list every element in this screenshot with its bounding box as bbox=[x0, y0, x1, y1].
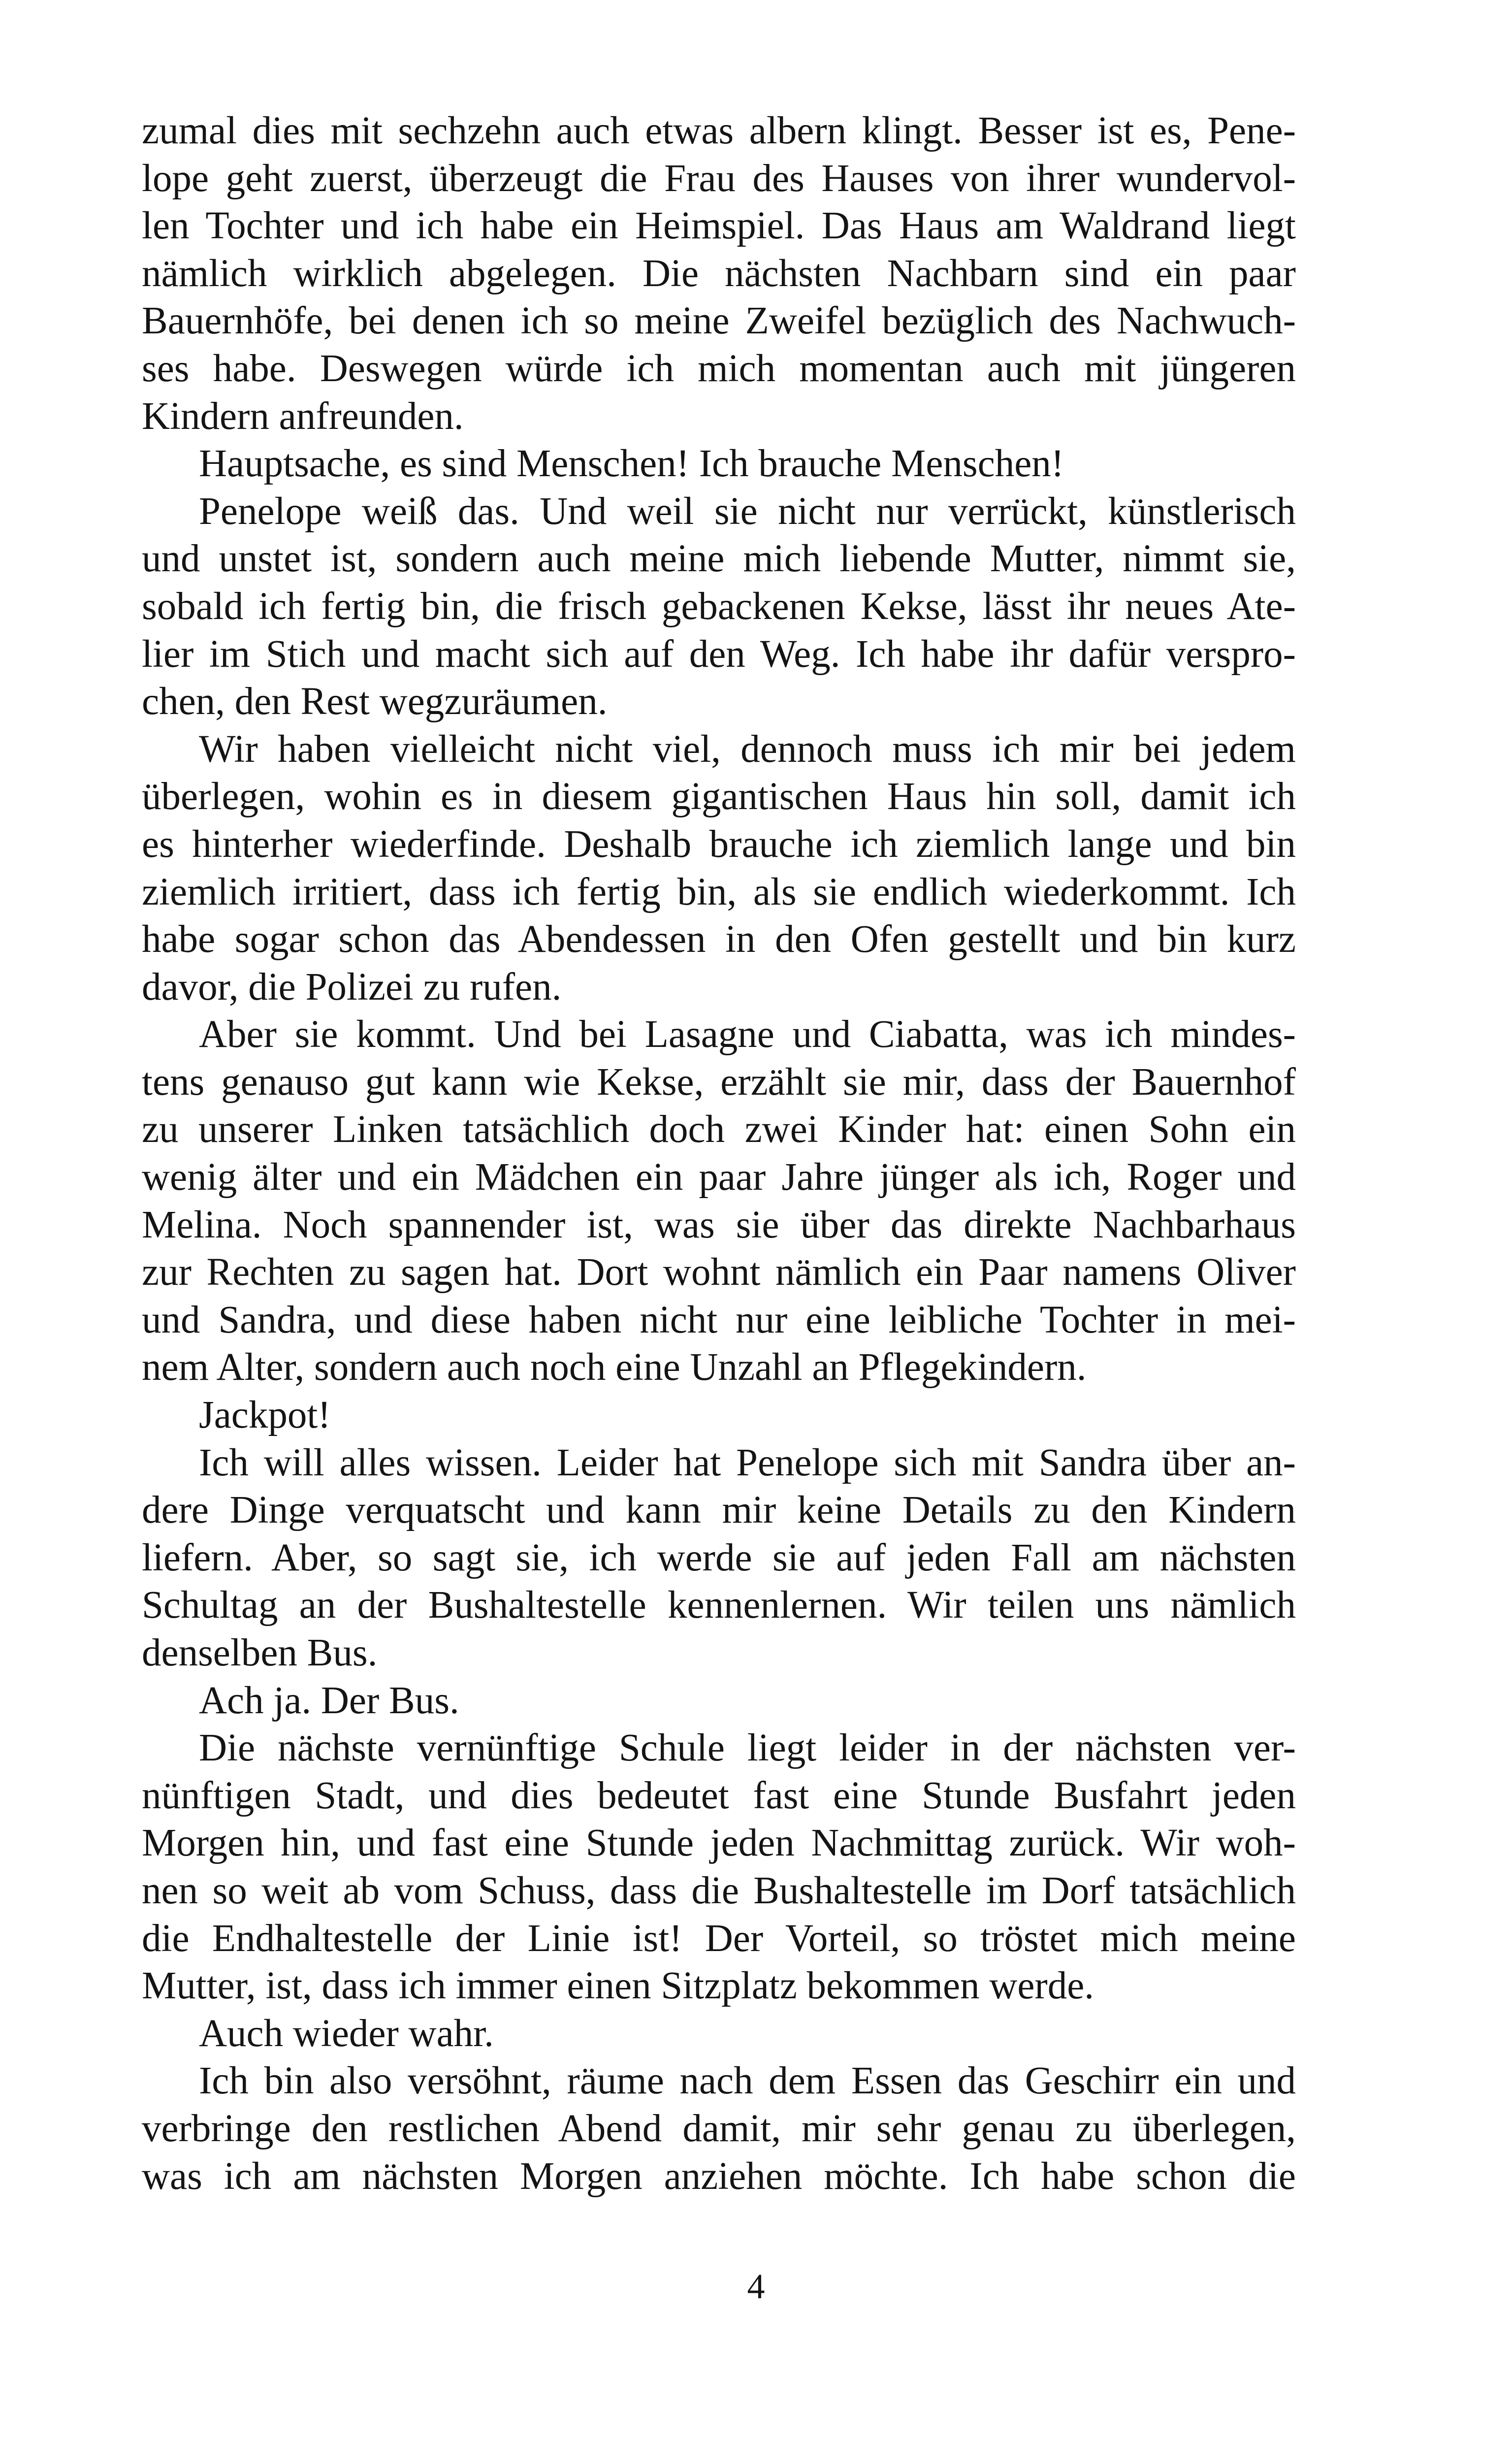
text-line: Ach ja. Der Bus. bbox=[199, 1679, 459, 1722]
text-line: habe sogar schon das Abendessen in den Ofen gestellt und bin kurz bbox=[142, 918, 1296, 961]
text-line: Jackpot! bbox=[199, 1394, 331, 1437]
text-line: liefern. Aber, so sagt sie, ich werde sie auf jeden Fall am nächsten bbox=[142, 1536, 1296, 1579]
text-line: Melina. Noch spannender ist, was sie über das direkte Nachbarhaus bbox=[142, 1203, 1296, 1246]
text-line: nen so weit ab vom Schuss, dass die Bushaltestelle im Dorf tatsächlich bbox=[142, 1869, 1296, 1912]
body-text bbox=[142, 107, 1296, 2200]
text-line: ziemlich irritiert, dass ich fertig bin, als sie endlich wiederkommt. Ich bbox=[142, 870, 1296, 913]
text-line: nämlich wirklich abgelegen. Die nächsten Nachbarn sind ein paar bbox=[142, 252, 1296, 295]
text-line: überlegen, wohin es in diesem gigantischen Haus hin soll, damit ich bbox=[142, 775, 1296, 818]
text-line: dere Dinge verquatscht und kann mir keine Details zu den Kindern bbox=[142, 1489, 1296, 1532]
text-line: Morgen hin, und fast eine Stunde jeden Nachmittag zurück. Wir woh- bbox=[142, 1822, 1296, 1865]
text-line: tens genauso gut kann wie Kekse, erzählt sie mir, dass der Bauernhof bbox=[142, 1060, 1296, 1104]
text-line: Auch wieder wahr. bbox=[199, 2012, 494, 2055]
text-line: len Tochter und ich habe ein Heimspiel. Das Haus am Waldrand liegt bbox=[142, 204, 1296, 248]
text-line: Bauernhöfe, bei denen ich so meine Zweifel bezüglich des Nachwuch- bbox=[142, 299, 1296, 343]
text-line: nem Alter, sondern auch noch eine Unzahl an Pflegekindern. bbox=[142, 1346, 1087, 1389]
text-line: es hinterher wiederfinde. Deshalb brauche ich ziemlich lange und bin bbox=[142, 822, 1296, 866]
text-line: was ich am nächsten Morgen anziehen möchte. Ich habe schon die bbox=[142, 2154, 1296, 2198]
text-line: Wir haben vielleicht nicht viel, dennoch muss ich mir bei jedem bbox=[199, 727, 1296, 771]
text-line: Kindern anfreunden. bbox=[142, 394, 464, 438]
text-line: ses habe. Deswegen würde ich mich momentan auch mit jüngeren bbox=[142, 347, 1296, 390]
text-line: Penelope weiß das. Und weil sie nicht nur verrückt, künstlerisch bbox=[199, 489, 1296, 533]
text-line: zur Rechten zu sagen hat. Dort wohnt nämlich ein Paar namens Oliver bbox=[142, 1251, 1296, 1294]
text-line: Aber sie kommt. Und bei Lasagne und Ciabatta, was ich mindes- bbox=[199, 1013, 1296, 1056]
text-line: nünftigen Stadt, und dies bedeutet fast eine Stunde Busfahrt jeden bbox=[142, 1774, 1296, 1817]
text-line: wenig älter und ein Mädchen ein paar Jahre jünger als ich, Roger und bbox=[142, 1156, 1296, 1199]
text-line: Hauptsache, es sind Menschen! Ich brauche Menschen! bbox=[199, 442, 1064, 486]
text-line: Schultag an der Bushaltestelle kennenlernen. Wir teilen uns nämlich bbox=[142, 1584, 1296, 1627]
text-line: die Endhaltestelle der Linie ist! Der Vorteil, so tröstet mich meine bbox=[142, 1917, 1296, 1960]
text-line: Ich will alles wissen. Leider hat Penelope sich mit Sandra über an- bbox=[199, 1441, 1296, 1484]
text-line: denselben Bus. bbox=[142, 1631, 378, 1674]
text-line: chen, den Rest wegzuräumen. bbox=[142, 680, 608, 723]
text-line: sobald ich fertig bin, die frisch gebackenen Kekse, lässt ihr neues Ate- bbox=[142, 585, 1296, 628]
text-line: und Sandra, und diese haben nicht nur eine leibliche Tochter in mei- bbox=[142, 1298, 1296, 1341]
text-line: lope geht zuerst, überzeugt die Frau des Hauses von ihrer wundervol- bbox=[142, 157, 1296, 200]
text-line: lier im Stich und macht sich auf den Weg. Ich habe ihr dafür verspro- bbox=[142, 632, 1296, 676]
text-line: und unstet ist, sondern auch meine mich liebende Mutter, nimmt sie, bbox=[142, 537, 1296, 581]
text-line: Die nächste vernünftige Schule liegt leider in der nächsten ver- bbox=[199, 1726, 1296, 1770]
text-line: zumal dies mit sechzehn auch etwas albern klingt. Besser ist es, Pene- bbox=[142, 109, 1296, 152]
text-line: verbringe den restlichen Abend damit, mir sehr genau zu überlegen, bbox=[142, 2107, 1296, 2150]
text-line: zu unserer Linken tatsächlich doch zwei Kinder hat: einen Sohn ein bbox=[142, 1108, 1296, 1151]
page-number: 4 bbox=[747, 2267, 765, 2306]
text-line: Mutter, ist, dass ich immer einen Sitzplatz bekommen werde. bbox=[142, 1964, 1094, 2008]
text-line: Ich bin also versöhnt, räume nach dem Essen das Geschirr ein und bbox=[199, 2059, 1296, 2103]
text-line: davor, die Polizei zu rufen. bbox=[142, 965, 562, 1009]
